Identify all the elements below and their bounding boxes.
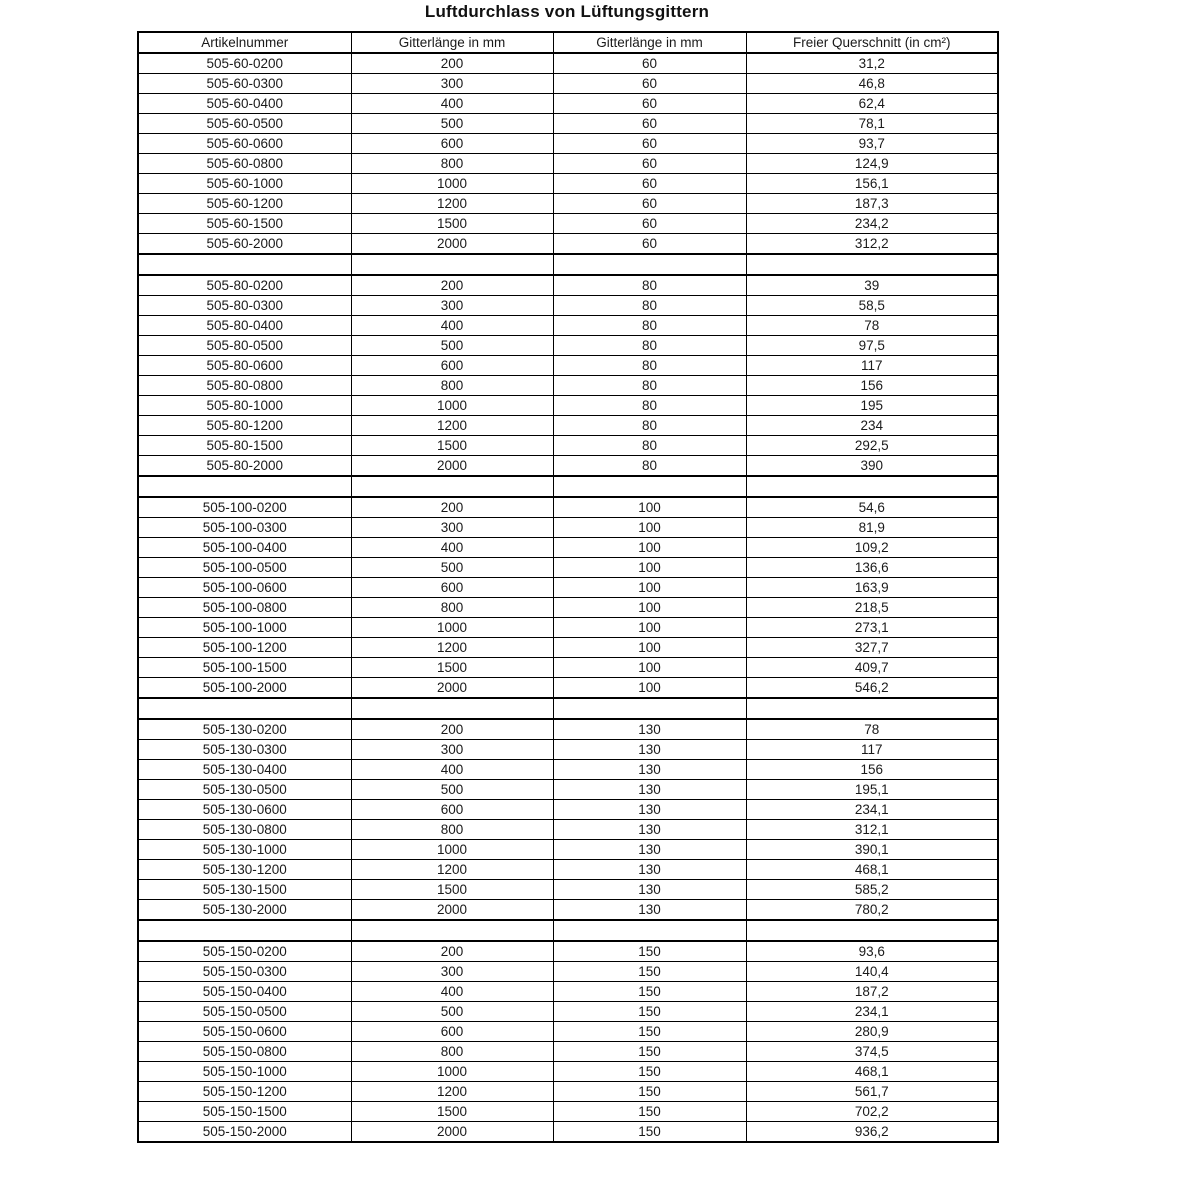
table-cell: 800 (351, 1042, 553, 1062)
table-cell: 702,2 (746, 1102, 998, 1122)
table-cell: 505-60-1000 (138, 174, 351, 194)
table-cell: 234,2 (746, 214, 998, 234)
table-cell: 100 (553, 658, 746, 678)
table-cell: 500 (351, 336, 553, 356)
table-cell: 140,4 (746, 962, 998, 982)
table-cell: 1500 (351, 880, 553, 900)
table-cell: 505-60-0500 (138, 114, 351, 134)
table-row (138, 618, 998, 638)
table-cell: 78 (746, 316, 998, 336)
table-row (138, 234, 998, 255)
separator-row (138, 476, 998, 497)
table-cell: 234,1 (746, 800, 998, 820)
table-cell: 505-60-0600 (138, 134, 351, 154)
table-cell: 150 (553, 1002, 746, 1022)
table-row (138, 1002, 998, 1022)
table-cell: 100 (553, 598, 746, 618)
table-row (138, 982, 998, 1002)
table-cell: 156 (746, 760, 998, 780)
table-cell: 100 (553, 518, 746, 538)
table-cell: 505-100-1200 (138, 638, 351, 658)
table-cell: 505-100-0300 (138, 518, 351, 538)
table-row (138, 275, 998, 296)
table-cell: 2000 (351, 234, 553, 255)
table-cell: 505-130-0500 (138, 780, 351, 800)
table-cell: 505-80-1200 (138, 416, 351, 436)
table-cell: 505-150-0600 (138, 1022, 351, 1042)
table-cell: 150 (553, 1122, 746, 1143)
table-cell: 505-150-0500 (138, 1002, 351, 1022)
table-cell: 468,1 (746, 860, 998, 880)
table-row (138, 900, 998, 921)
table-cell: 500 (351, 780, 553, 800)
table-cell: 400 (351, 760, 553, 780)
table-cell: 200 (351, 53, 553, 74)
air-passage-table (137, 31, 999, 1143)
table-cell: 300 (351, 518, 553, 538)
table-cell: 80 (553, 416, 746, 436)
table-cell: 136,6 (746, 558, 998, 578)
table-cell: 80 (553, 336, 746, 356)
table-cell: 505-130-0300 (138, 740, 351, 760)
table-cell: 1200 (351, 1082, 553, 1102)
table-row (138, 780, 998, 800)
table-cell: 936,2 (746, 1122, 998, 1143)
table-cell: 400 (351, 94, 553, 114)
table-cell: 100 (553, 497, 746, 518)
table-cell: 390 (746, 456, 998, 477)
table-cell: 117 (746, 356, 998, 376)
table-row (138, 800, 998, 820)
table-cell: 505-150-0400 (138, 982, 351, 1002)
table-cell: 505-130-1000 (138, 840, 351, 860)
table-cell: 500 (351, 1002, 553, 1022)
table-cell: 117 (746, 740, 998, 760)
table-cell: 156 (746, 376, 998, 396)
table-cell: 505-150-1200 (138, 1082, 351, 1102)
empty-cell (138, 254, 351, 275)
table-cell: 505-80-0200 (138, 275, 351, 296)
table-cell: 409,7 (746, 658, 998, 678)
empty-cell (138, 920, 351, 941)
table-row (138, 598, 998, 618)
separator-row (138, 254, 998, 275)
table-cell: 273,1 (746, 618, 998, 638)
table-cell: 505-100-0400 (138, 538, 351, 558)
table-cell: 505-80-0600 (138, 356, 351, 376)
table-cell: 505-80-0500 (138, 336, 351, 356)
table-cell: 195,1 (746, 780, 998, 800)
table-cell: 80 (553, 376, 746, 396)
table-cell: 1500 (351, 658, 553, 678)
table-cell: 505-130-0600 (138, 800, 351, 820)
empty-cell (553, 476, 746, 497)
table-cell: 546,2 (746, 678, 998, 699)
table-cell: 505-100-1500 (138, 658, 351, 678)
table-cell: 390,1 (746, 840, 998, 860)
table-cell: 130 (553, 880, 746, 900)
table-row (138, 396, 998, 416)
table-cell: 1000 (351, 174, 553, 194)
table-cell: 200 (351, 497, 553, 518)
table-cell: 1200 (351, 194, 553, 214)
table-cell: 130 (553, 740, 746, 760)
table-row (138, 53, 998, 74)
table-cell: 130 (553, 840, 746, 860)
table-cell: 505-60-1200 (138, 194, 351, 214)
table-row (138, 1062, 998, 1082)
table-cell: 97,5 (746, 336, 998, 356)
table-cell: 280,9 (746, 1022, 998, 1042)
table-cell: 2000 (351, 456, 553, 477)
table-cell: 2000 (351, 1122, 553, 1143)
table-cell: 1500 (351, 1102, 553, 1122)
table-cell: 600 (351, 578, 553, 598)
table-row (138, 154, 998, 174)
table-cell: 312,2 (746, 234, 998, 255)
table-cell: 78,1 (746, 114, 998, 134)
table-row (138, 658, 998, 678)
table-cell: 780,2 (746, 900, 998, 921)
table-cell: 200 (351, 719, 553, 740)
table-row (138, 578, 998, 598)
table-row (138, 1122, 998, 1143)
table-cell: 2000 (351, 900, 553, 921)
table-cell: 187,2 (746, 982, 998, 1002)
table-cell: 78 (746, 719, 998, 740)
table-cell: 800 (351, 820, 553, 840)
table-cell: 2000 (351, 678, 553, 699)
table-row (138, 962, 998, 982)
empty-cell (746, 920, 998, 941)
table-cell: 46,8 (746, 74, 998, 94)
table-row (138, 336, 998, 356)
col-header-freier-querschnitt: Freier Querschnitt (in cm²) (746, 32, 998, 53)
table-row (138, 356, 998, 376)
table-cell: 150 (553, 1062, 746, 1082)
table-cell: 130 (553, 760, 746, 780)
table-row (138, 760, 998, 780)
table-cell: 100 (553, 618, 746, 638)
table-cell: 800 (351, 154, 553, 174)
table-row (138, 114, 998, 134)
table-cell: 800 (351, 598, 553, 618)
table-cell: 585,2 (746, 880, 998, 900)
table-cell: 300 (351, 296, 553, 316)
table-cell: 200 (351, 275, 553, 296)
empty-cell (746, 476, 998, 497)
table-cell: 195 (746, 396, 998, 416)
table-cell: 505-80-0300 (138, 296, 351, 316)
table-row (138, 860, 998, 880)
table-cell: 100 (553, 678, 746, 699)
table-cell: 60 (553, 114, 746, 134)
table-cell: 130 (553, 820, 746, 840)
table-cell: 505-60-2000 (138, 234, 351, 255)
table-cell: 39 (746, 275, 998, 296)
table-cell: 505-130-0400 (138, 760, 351, 780)
table-row (138, 497, 998, 518)
table-row (138, 134, 998, 154)
empty-cell (351, 476, 553, 497)
table-cell: 600 (351, 800, 553, 820)
empty-cell (138, 476, 351, 497)
table-cell: 130 (553, 860, 746, 880)
table-cell: 150 (553, 1042, 746, 1062)
page-title: Luftdurchlass von Lüftungsgittern (424, 2, 710, 21)
table-row (138, 174, 998, 194)
table-cell: 163,9 (746, 578, 998, 598)
table-cell: 500 (351, 114, 553, 134)
table-cell: 100 (553, 578, 746, 598)
table-cell: 1000 (351, 618, 553, 638)
table-row (138, 840, 998, 860)
table-row (138, 1102, 998, 1122)
table-cell: 505-130-0800 (138, 820, 351, 840)
table-cell: 130 (553, 900, 746, 921)
table-cell: 505-130-1500 (138, 880, 351, 900)
table-cell: 60 (553, 214, 746, 234)
separator-row (138, 920, 998, 941)
table-row (138, 538, 998, 558)
table-cell: 150 (553, 941, 746, 962)
table-cell: 600 (351, 1022, 553, 1042)
empty-cell (746, 254, 998, 275)
table-cell: 505-100-0800 (138, 598, 351, 618)
table-cell: 60 (553, 134, 746, 154)
table-row (138, 1022, 998, 1042)
table-cell: 1000 (351, 396, 553, 416)
table-cell: 500 (351, 558, 553, 578)
table-cell: 60 (553, 234, 746, 255)
table-cell: 300 (351, 74, 553, 94)
table-row (138, 880, 998, 900)
table-row (138, 678, 998, 699)
table-cell: 124,9 (746, 154, 998, 174)
table-cell: 60 (553, 94, 746, 114)
table-cell: 130 (553, 719, 746, 740)
table-row (138, 194, 998, 214)
table-cell: 60 (553, 174, 746, 194)
table-cell: 150 (553, 1022, 746, 1042)
empty-cell (553, 698, 746, 719)
table-cell: 100 (553, 558, 746, 578)
table-cell: 505-150-0300 (138, 962, 351, 982)
table-cell: 218,5 (746, 598, 998, 618)
col-header-artikelnummer: Artikelnummer (138, 32, 351, 53)
table-row (138, 1042, 998, 1062)
table-cell: 156,1 (746, 174, 998, 194)
table-cell: 327,7 (746, 638, 998, 658)
table-cell: 400 (351, 538, 553, 558)
table-cell: 80 (553, 316, 746, 336)
table-cell: 505-100-0500 (138, 558, 351, 578)
table-cell: 31,2 (746, 53, 998, 74)
header-row (138, 32, 998, 53)
table-cell: 60 (553, 74, 746, 94)
table-row (138, 456, 998, 477)
empty-cell (351, 920, 553, 941)
empty-cell (351, 254, 553, 275)
table-cell: 600 (351, 134, 553, 154)
table-cell: 561,7 (746, 1082, 998, 1102)
table-cell: 300 (351, 740, 553, 760)
table-cell: 1200 (351, 638, 553, 658)
table-row (138, 740, 998, 760)
table-cell: 505-80-0800 (138, 376, 351, 396)
table-cell: 234 (746, 416, 998, 436)
table-cell: 1000 (351, 1062, 553, 1082)
table-row (138, 416, 998, 436)
table-cell: 505-60-1500 (138, 214, 351, 234)
table-cell: 150 (553, 1102, 746, 1122)
table-cell: 505-150-0800 (138, 1042, 351, 1062)
empty-cell (553, 254, 746, 275)
table-cell: 505-100-2000 (138, 678, 351, 699)
table-cell: 505-130-0200 (138, 719, 351, 740)
empty-cell (138, 698, 351, 719)
table-row (138, 316, 998, 336)
table-cell: 60 (553, 154, 746, 174)
table-cell: 100 (553, 638, 746, 658)
table-cell: 312,1 (746, 820, 998, 840)
table-cell: 505-130-2000 (138, 900, 351, 921)
table-row (138, 296, 998, 316)
table-cell: 505-100-0200 (138, 497, 351, 518)
table-cell: 109,2 (746, 538, 998, 558)
separator-row (138, 698, 998, 719)
table-row (138, 820, 998, 840)
table-cell: 100 (553, 538, 746, 558)
table-cell: 505-80-0400 (138, 316, 351, 336)
table-cell: 1200 (351, 416, 553, 436)
table-cell: 130 (553, 780, 746, 800)
table-cell: 505-150-1500 (138, 1102, 351, 1122)
table-cell: 300 (351, 962, 553, 982)
table-cell: 505-150-2000 (138, 1122, 351, 1143)
empty-cell (351, 698, 553, 719)
table-row (138, 376, 998, 396)
table-cell: 1500 (351, 436, 553, 456)
table-cell: 505-130-1200 (138, 860, 351, 880)
table-cell: 505-150-1000 (138, 1062, 351, 1082)
table-cell: 600 (351, 356, 553, 376)
table-cell: 234,1 (746, 1002, 998, 1022)
table-cell: 468,1 (746, 1062, 998, 1082)
table-row (138, 74, 998, 94)
table-cell: 1000 (351, 840, 553, 860)
table-cell: 150 (553, 1082, 746, 1102)
table-cell: 505-100-1000 (138, 618, 351, 638)
table-cell: 505-60-0800 (138, 154, 351, 174)
table-cell: 93,7 (746, 134, 998, 154)
table-cell: 80 (553, 275, 746, 296)
table-cell: 93,6 (746, 941, 998, 962)
table-cell: 80 (553, 396, 746, 416)
table-cell: 505-150-0200 (138, 941, 351, 962)
table-cell: 292,5 (746, 436, 998, 456)
table-cell: 505-60-0400 (138, 94, 351, 114)
table-cell: 130 (553, 800, 746, 820)
table-cell: 80 (553, 456, 746, 477)
table-cell: 200 (351, 941, 553, 962)
table-cell: 1500 (351, 214, 553, 234)
table-row (138, 436, 998, 456)
table-row (138, 941, 998, 962)
table-cell: 505-100-0600 (138, 578, 351, 598)
empty-cell (553, 920, 746, 941)
table-cell: 80 (553, 436, 746, 456)
table-row (138, 1082, 998, 1102)
table-cell: 60 (553, 53, 746, 74)
table-row (138, 94, 998, 114)
table-cell: 54,6 (746, 497, 998, 518)
table-cell: 80 (553, 296, 746, 316)
table-row (138, 638, 998, 658)
table-cell: 58,5 (746, 296, 998, 316)
table-cell: 400 (351, 316, 553, 336)
table-row (138, 518, 998, 538)
table-cell: 150 (553, 982, 746, 1002)
table-row (138, 558, 998, 578)
table-cell: 81,9 (746, 518, 998, 538)
empty-cell (746, 698, 998, 719)
table-cell: 1200 (351, 860, 553, 880)
table-cell: 800 (351, 376, 553, 396)
table-cell: 150 (553, 962, 746, 982)
table-cell: 60 (553, 194, 746, 214)
table-cell: 505-80-2000 (138, 456, 351, 477)
table-cell: 80 (553, 356, 746, 376)
table-cell: 505-60-0200 (138, 53, 351, 74)
table-cell: 505-60-0300 (138, 74, 351, 94)
col-header-gitterlaenge: Gitterlänge in mm (351, 32, 553, 53)
table-cell: 400 (351, 982, 553, 1002)
col-header-gitterbreite: Gitterlänge in mm (553, 32, 746, 53)
table-cell: 187,3 (746, 194, 998, 214)
table-cell: 62,4 (746, 94, 998, 114)
table-row (138, 719, 998, 740)
table-cell: 374,5 (746, 1042, 998, 1062)
table-row (138, 214, 998, 234)
table-cell: 505-80-1000 (138, 396, 351, 416)
table-cell: 505-80-1500 (138, 436, 351, 456)
